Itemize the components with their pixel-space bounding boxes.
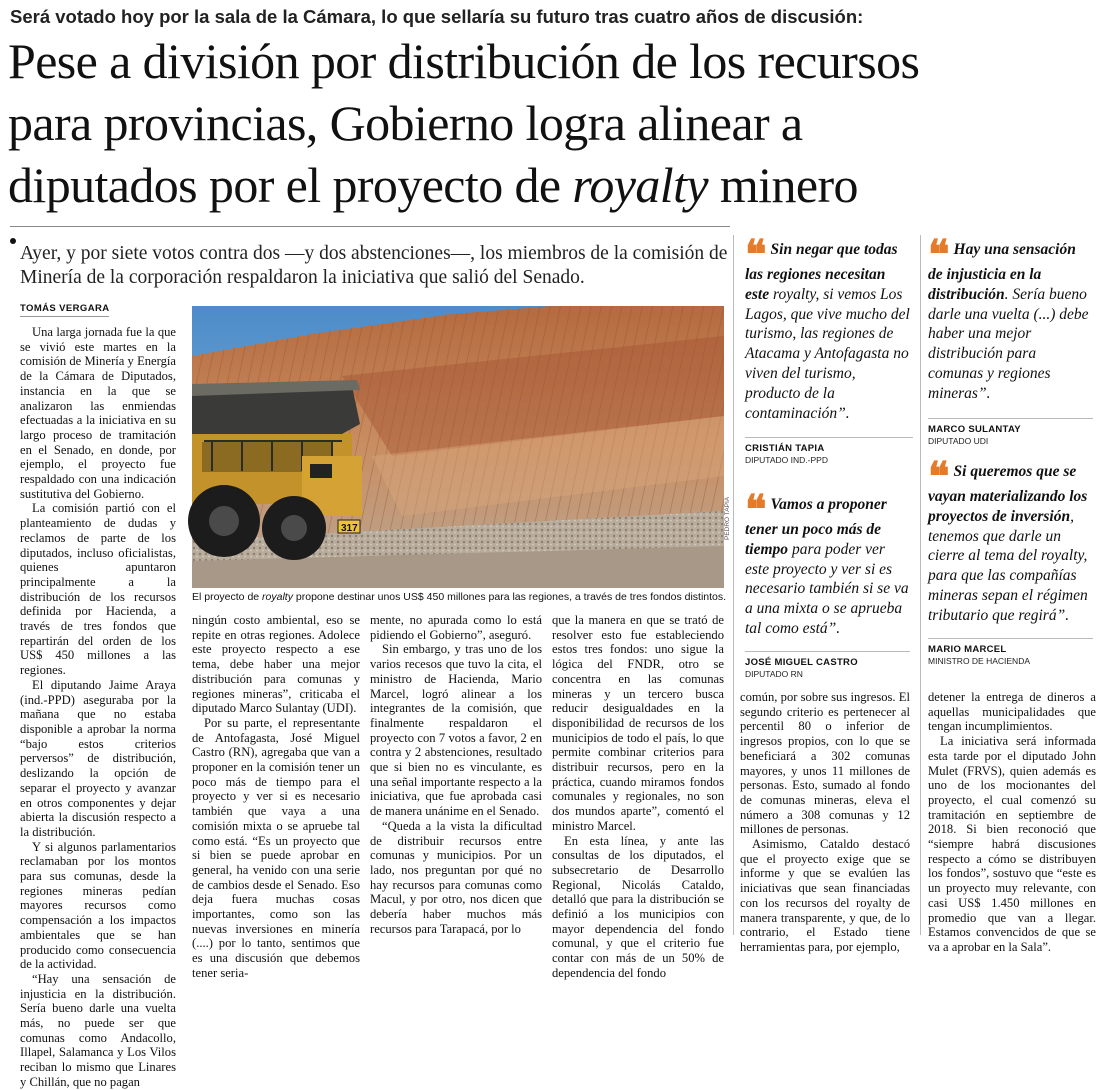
mining-truck-photo	[192, 306, 724, 588]
paragraph: Sin embargo, y tras uno de los varios recesos que tuvo la cita, el ministro de Hacienda, Mario Marcel, logró alinear a los integrantes de la comisión, que finalmente respaldaron el proyecto con 7 votos a favor, 2 en contra y 2 abstenciones, resultado que si bien no es vinculante, es una señal importante respecto a la iniciativa, que fue aprobada casi de manera unánime en el Senado.	[370, 642, 542, 819]
article-column-5	[740, 690, 910, 954]
paragraph: “Queda a la vista la dificultad de distribuir recursos entre comunas y municipios. Por un lado, nos preguntan por qué no hay recursos para comunas como Macul, y por otro, nos dicen que debería haber muchos más recursos para Tarapacá, por lo	[370, 818, 542, 936]
paragraph: que la manera en que se trató de resolver esto fue estableciendo estos tres fondos: uno sigue la lógica del FNDR, otro se concentra en las comunas mineras y un tercero busca reducir desigualdades en la disponibilidad de recursos de los municipios de todo el país, lo que permite combinar criterios para distribuir recursos, pero en la práctica, cuando miramos fondos comunales y regionales, no son dos mundos aparte”, comentó el ministro Marcel.	[552, 613, 724, 833]
quote-text	[928, 231, 1093, 404]
quote-author-role: DIPUTADO IND.-PPD	[745, 455, 828, 466]
headline-line-2: para provincias, Gobierno logra alinear a	[8, 95, 803, 151]
quote-lead: Sin negar que todas las regiones necesitan este	[745, 241, 898, 303]
article-column-3	[370, 613, 542, 940]
lead-paragraph: Ayer, y por siete votos contra dos —y dos abstenciones—, los miembros de la comisión de Minería de la corporación respaldaron la iniciativa que salió del Senado.	[20, 243, 728, 288]
quote-author-role: MINISTRO DE HACIENDA	[928, 655, 1031, 666]
article-column-6	[928, 690, 1096, 954]
quote-author: MARCO SULANTAY	[928, 418, 1093, 435]
paragraph: En esta línea, y ante las consultas de los diputados, el subsecretario de Desarrollo Regional, Nicolás Cataldo, detalló que para la distribución se definió a los municipios con mayor dependencia del fondo comunal, y que el criterio fue contar con más de un 50% de dependencia del fondo	[552, 833, 724, 980]
paragraph: detener la entrega de dineros a aquellas municipalidades que tengan incumplimientos.	[928, 690, 1096, 734]
pull-quote-castro	[745, 486, 910, 679]
quote-mark-icon: ❝	[928, 453, 950, 500]
headline-line-3-end: minero	[707, 157, 858, 213]
quote-body: para poder ver este proyecto y ver si es necesario también si se va a una mixta o se aprueba tal como está”.	[745, 540, 909, 637]
article-column-4	[552, 613, 724, 980]
quote-mark-icon: ❝	[745, 486, 767, 533]
paragraph: mente, no apurada como lo está pidiendo el Gobierno”, aseguró.	[370, 613, 542, 642]
headline-emphasis: royalty	[572, 157, 708, 213]
kicker: Será votado hoy por la sala de la Cámara, lo que sellaría su futuro tras cuatro años de discusión:	[10, 6, 864, 27]
quote-lead: Vamos a proponer tener un poco más de tiempo	[745, 496, 887, 558]
paragraph: común, por sobre sus ingresos. El segundo criterio es pertenecer al percentil 80 o inferior de ingresos propios, con lo que se beneficiará a 302 comunas mayores, y unos 11 millones de personas. Esto, sumado al fondo de comunas mineras, eleva el número a 308 comunas y 12 millones de personas.	[740, 690, 910, 837]
quote-mark-icon: ❝	[745, 231, 767, 278]
pull-quote-marcel	[928, 453, 1093, 666]
caption-start: El proyecto de	[192, 591, 263, 603]
lead-bullet	[10, 238, 16, 244]
quote-body: . Sería bueno darle una vuelta (...) debe haber una mejor distribución para comunas y regiones mineras”.	[928, 285, 1089, 402]
paragraph: Asimismo, Cataldo destacó que el proyecto exige que se informe y que se evalúen las iniciativas que sean financiadas con los recursos del royalty de manera transparente, y que, de lo contrario, el Estado tiene herramientas para, por ejemplo,	[740, 837, 910, 954]
quote-body: royalty, si vemos Los Lagos, que vive mucho del turismo, las regiones de Atacama y Antofagasta no viven del turismo, producto de la contaminación”.	[745, 285, 910, 422]
paragraph: Una larga jornada fue la que se vivió este martes en la comisión de Minería y Energía de la Cámara de Diputados, instancia en la que se analizaron las enmiendas efectuadas a la iniciativa en su largo proceso de tramitación en el Senado, en donde, por ejemplo, el proyecto fue respaldado con una indicación sustitutiva del Gobierno.	[20, 325, 176, 501]
pull-quote-tapia	[745, 231, 913, 466]
paragraph: El diputando Jaime Araya (ind.-PPD) aseguraba por la mañana que no estaba disponible a aprobar la norma “bajo estos criterios perversos” de distribución, deslizando la opción de separar el proyecto y avanzar en otros componentes y dejar abierta la discusión respecto a la distribución.	[20, 677, 176, 839]
quote-body: , tenemos que darle un cierre al tema del royalty, para que las compañías mineras sepan el régimen tributario que regirá”.	[928, 507, 1088, 624]
quote-author-role: DIPUTADO UDI	[928, 435, 989, 446]
paragraph: Y si algunos parlamentarios reclamaban por los montos para sus comunas, desde la regiones mineras pedían mayores recursos como compensación a los impactos ambientales que se han producido como consecuencia de la actividad.	[20, 839, 176, 972]
headline-line-3	[8, 154, 1093, 216]
photo-credit: PEDRO TAPIA	[724, 496, 731, 540]
headline	[8, 30, 1093, 216]
quote-author: JOSÉ MIGUEL CASTRO	[745, 651, 910, 668]
column-divider	[920, 235, 921, 935]
column-divider	[733, 235, 734, 935]
photo-caption	[192, 591, 732, 603]
paragraph: Por su parte, el representante de Antofagasta, José Miguel Castro (RN), agregaba que van a proponer en la comisión tener un poco más de tiempo para el proyecto y ver si es necesario también que vaya a una comisión mixta o se apruebe tal como está. “Es un proyecto que si bien se puede aprobar en general, ha venido con una serie de cambios desde el Senado. Eso deja fuera muchas cosas importantes, como son las nuevas inversiones en minería (....) por lo tanto, sentimos que es una discusión que debemos tener seria-	[192, 715, 360, 980]
quote-text	[745, 486, 910, 639]
caption-end: propone destinar unos US$ 450 millones para las regiones, a través de tres fondos distintos.	[292, 591, 727, 603]
quote-author: MARIO MARCEL	[928, 638, 1093, 655]
paragraph: La comisión partió con el planteamiento de dudas y reclamos de parte de los diputados, incluso oficialistas, quienes apuntaron principalmente a la distribución de los recursos definida por Hacienda, a través de tres fondos que repartirán del orden de los US$ 450 millones a las regiones.	[20, 501, 176, 678]
pull-quote-sulantay	[928, 231, 1093, 446]
article-column-2	[192, 613, 360, 980]
paragraph: “Hay una sensación de injusticia en la distribución. Sería bueno darle una vuelta más, no puede ser que comunas como Andacollo, Illapel, Salamanca y Los Vilos reciban lo mismo que Linares y Chillán, que no pagan	[20, 971, 176, 1089]
quote-author: CRISTIÁN TAPIA	[745, 437, 913, 454]
quote-lead: Hay una sensación de injusticia en la distribución	[928, 241, 1076, 303]
quote-text	[745, 231, 913, 423]
quote-author-role: DIPUTADO RN	[745, 668, 803, 679]
quote-text	[928, 453, 1093, 626]
photo-illustration	[192, 306, 724, 588]
caption-emphasis: royalty	[262, 591, 293, 603]
headline-divider	[10, 226, 730, 227]
headline-line-3-start: diputados por el proyecto de	[8, 157, 573, 213]
quote-mark-icon: ❝	[928, 231, 950, 278]
paragraph: ningún costo ambiental, eso se repite en otras regiones. Adolece este proyecto respecto a ese tema, debe haber una mejor distribución para comunas y regiones mineras”, criticaba el diputado Marco Sulantay (UDI).	[192, 613, 360, 716]
paragraph: La iniciativa será informada esta tarde por el diputado John Mulet (FRVS), quien además es uno de los mocionantes del proyecto, el cual comenzó su tramitación en septiembre de 2018. Si bien reconoció que “siempre habrá discusiones respecto a cómo se distribuyen los fondos”, sostuvo que “este es un proyecto muy relevante, con casi US$ 1.450 millones en promedio que van a llegar. Estamos convencidos de que se va a aprobar en la Sala”.	[928, 734, 1096, 954]
byline: TOMÁS VERGARA	[20, 303, 109, 317]
headline-line-1: Pese a división por distribución de los recursos	[8, 33, 920, 89]
quote-lead: Si queremos que se vayan materializando los proyectos de inversión	[928, 463, 1088, 525]
article-column-1	[20, 325, 176, 1089]
truck-number: 317	[341, 523, 358, 534]
